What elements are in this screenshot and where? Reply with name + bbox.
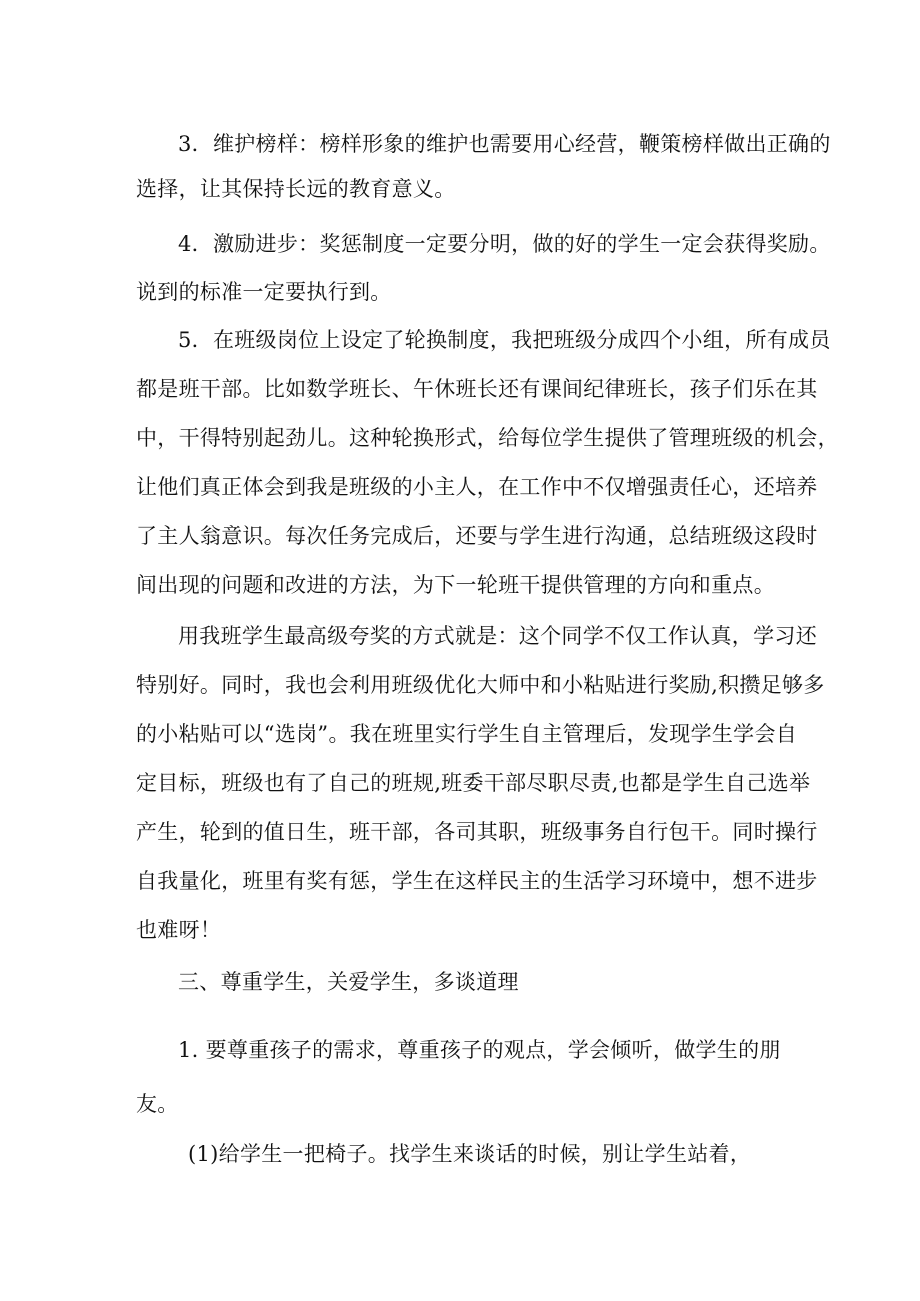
text-line: 定目标，班级也有了自己的班规,班委干部尽职尽责,也都是学生自己选举 xyxy=(136,771,811,795)
text-line: 3．维护榜样：榜样形象的维护也需要用心经营，鞭策榜样做出正确的 xyxy=(178,132,831,156)
text-line: 友。 xyxy=(136,1092,179,1116)
text-line: 都是班干部。比如数学班长、午休班长还有课间纪律班长，孩子们乐在其 xyxy=(136,377,818,401)
text-line: 1. 要尊重孩子的需求，尊重孩子的观点，学会倾听，做学生的朋 xyxy=(178,1038,781,1062)
text-line: 的小粘贴可以“选岗”。我在班里实行学生自主管理后，发现学生学会自 xyxy=(136,722,798,746)
text-line: 选择，让其保持长远的教育意义。 xyxy=(136,177,456,201)
text-line: 自我量化，班里有奖有惩，学生在这样民主的生活学习环境中，想不进步 xyxy=(136,869,818,893)
section-heading: 三、尊重学生，关爱学生，多谈道理 xyxy=(178,970,519,994)
text-line: 5．在班级岗位上设定了轮换制度，我把班级分成四个小组，所有成员 xyxy=(178,328,831,352)
text-line: 间出现的问题和改进的方法，为下一轮班干提供管理的方向和重点。 xyxy=(136,573,775,597)
text-line: (1)给学生一把椅子。找学生来谈话的时候，别让学生站着， xyxy=(188,1142,752,1166)
text-line: 说到的标准一定要执行到。 xyxy=(136,280,392,304)
text-line: 了主人翁意识。每次任务完成后，还要与学生进行沟通，总结班级这段时 xyxy=(136,524,818,548)
text-line: 用我班学生最高级夸奖的方式就是：这个同学不仅工作认真，学习还 xyxy=(178,624,817,648)
text-line: 4．激励进步：奖惩制度一定要分明，做的好的学生一定会获得奖励。 xyxy=(178,232,831,256)
text-line: 也难呀！ xyxy=(136,918,222,942)
text-line: 特别好。同时，我也会利用班级优化大师中和小粘贴进行奖励,积攒足够多 xyxy=(136,673,825,697)
text-line: 中，干得特别起劲儿。这种轮换形式，给每位学生提供了管理班级的机会， xyxy=(136,426,839,450)
text-line: 让他们真正体会到我是班级的小主人，在工作中不仅增强责任心，还培养 xyxy=(136,475,818,499)
text-line: 产生，轮到的值日生，班干部，各司其职，班级事务自行包干。同时操行 xyxy=(136,820,818,844)
